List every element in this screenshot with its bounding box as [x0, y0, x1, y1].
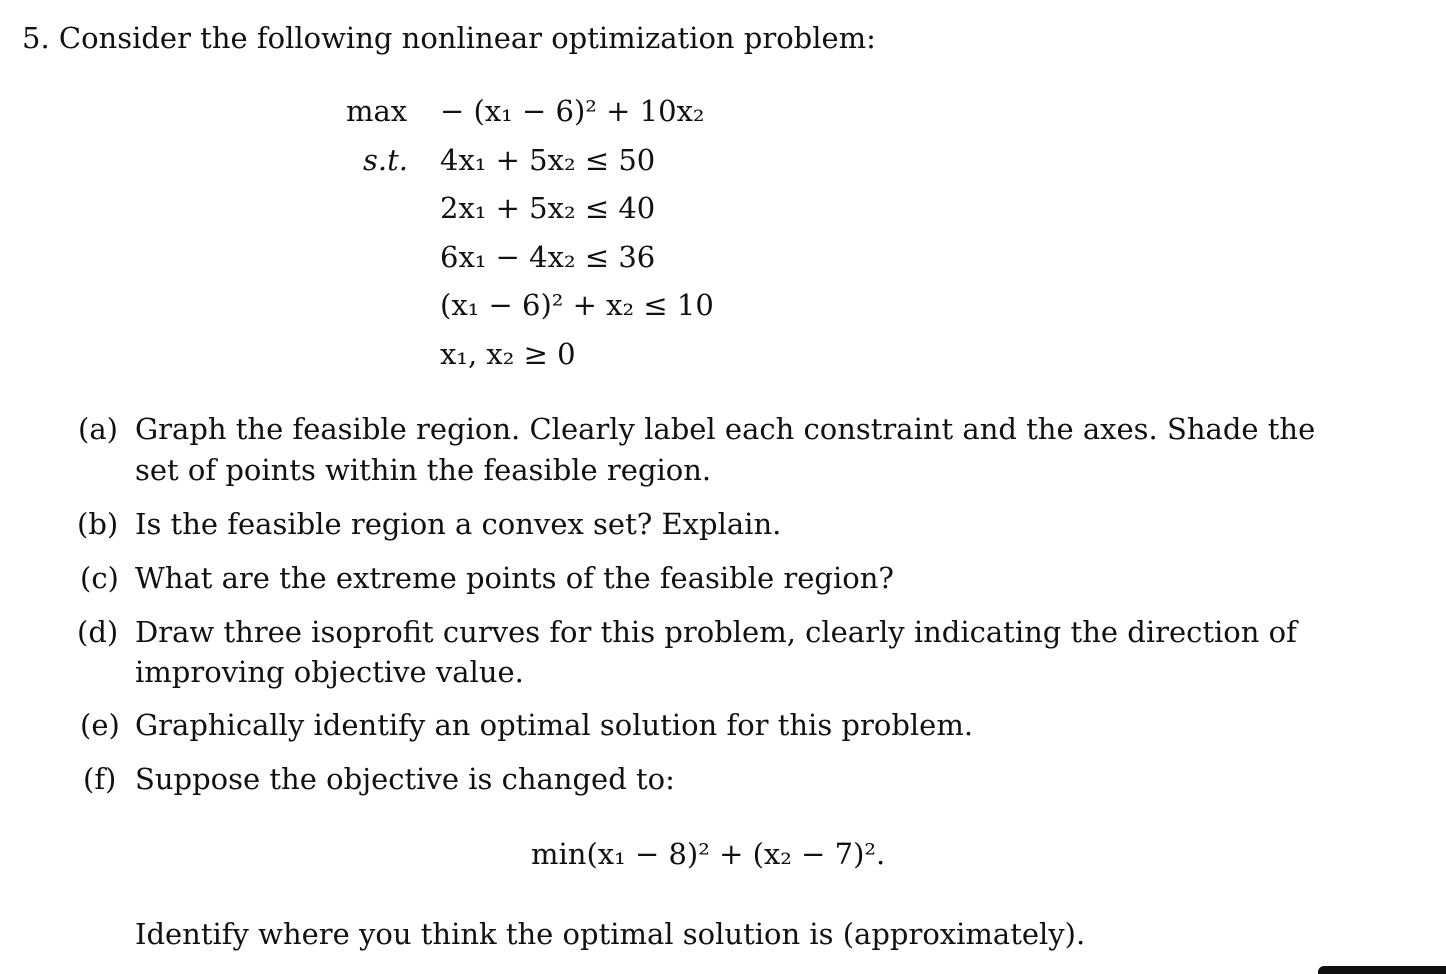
- part-a-text-line1: Graph the feasible region. Clearly label each constraint and the axes. Shade the: [135, 412, 1316, 446]
- part-f-text: Suppose the objective is changed to:: [135, 762, 675, 796]
- part-f-label: (f): [83, 762, 117, 796]
- subject-to-label: s.t.: [363, 143, 408, 177]
- part-c-text: What are the extreme points of the feasible region?: [135, 561, 894, 595]
- part-a-label: (a): [78, 412, 118, 446]
- part-f-closing-text: Identify where you think the optimal solution is (approximately).: [135, 917, 1086, 951]
- objective-function: − (x₁ − 6)² + 10x₂: [440, 94, 705, 128]
- part-e-text: Graphically identify an optimal solution for this problem.: [135, 708, 974, 742]
- part-d-label: (d): [77, 615, 119, 649]
- part-c-label: (c): [80, 561, 119, 595]
- part-a-text-line2: set of points within the feasible region.: [135, 453, 712, 487]
- constraint-1: 4x₁ + 5x₂ ≤ 50: [440, 143, 656, 177]
- constraint-3: 6x₁ − 4x₂ ≤ 36: [440, 240, 656, 274]
- constraint-2: 2x₁ + 5x₂ ≤ 40: [440, 191, 656, 225]
- part-b-text: Is the feasible region a convex set? Explain.: [135, 507, 782, 541]
- part-d-text-line2: improving objective value.: [135, 655, 524, 689]
- window-corner-edge: [1318, 966, 1446, 974]
- part-d-text-line1: Draw three isoprofit curves for this problem, clearly indicating the direction of: [135, 615, 1297, 649]
- nonnegativity-constraint: x₁, x₂ ≥ 0: [440, 337, 576, 371]
- constraint-4: (x₁ − 6)² + x₂ ≤ 10: [440, 288, 714, 322]
- problem-heading: 5. Consider the following nonlinear optimization problem:: [22, 21, 876, 55]
- max-label: max: [346, 94, 408, 128]
- part-e-label: (e): [80, 708, 120, 742]
- part-f-formula: min(x₁ − 8)² + (x₂ − 7)².: [531, 837, 886, 871]
- part-b-label: (b): [77, 507, 119, 541]
